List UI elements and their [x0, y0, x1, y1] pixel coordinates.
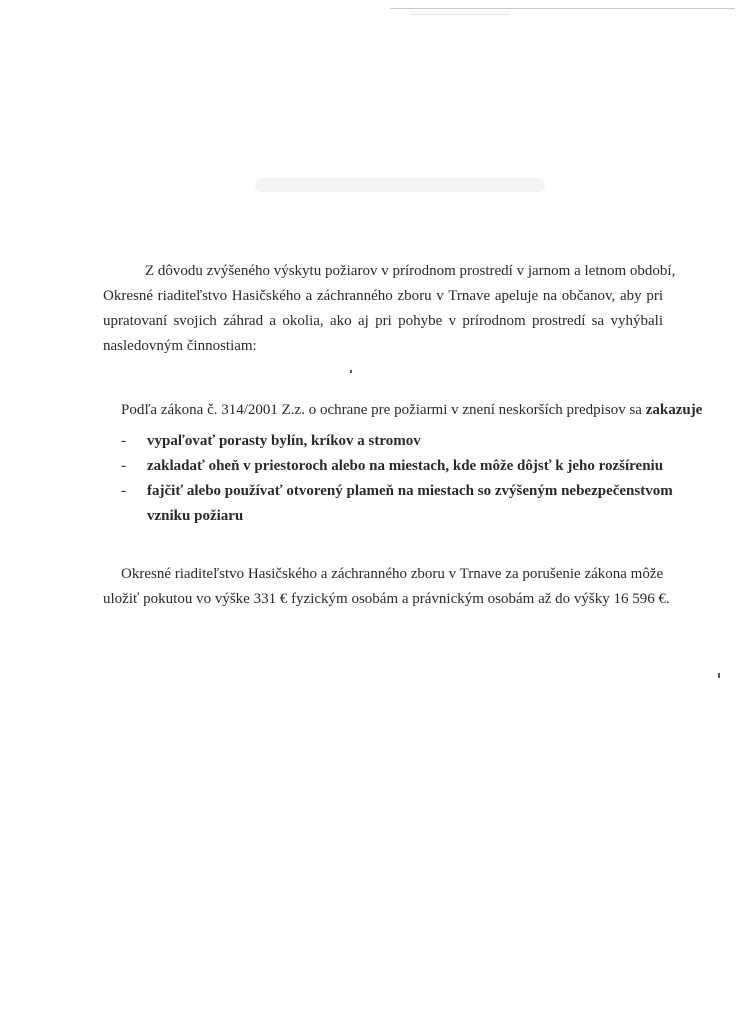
law-reference-text: Podľa zákona č. 314/2001 Z.z. o ochrane pre požiarmi v znení neskorších predpisov sa — [121, 402, 642, 418]
scan-artifact-line-faint — [410, 14, 510, 15]
penalty-paragraph — [103, 562, 670, 612]
list-dash: - — [121, 458, 126, 474]
scan-speck — [718, 673, 720, 678]
scan-speck — [350, 370, 352, 373]
law-emphasis: zakazuje — [645, 402, 703, 418]
list-dash: - — [121, 433, 126, 449]
list-item-text: vypaľovať porasty bylín, kríkov a stromov — [147, 433, 421, 449]
penalty-line: uložiť pokutou vo výške 331 € fyzickým osobám a právnickým osobám až do výšky 16 596 €. — [103, 591, 670, 607]
list-dash: - — [121, 483, 126, 499]
list-item-text-line: fajčiť alebo používať otvorený plameň na miestach so zvýšeným nebezpečenstvom — [147, 483, 673, 499]
scan-artifact-line — [390, 8, 735, 9]
intro-paragraph — [103, 259, 676, 359]
list-item-text — [147, 479, 673, 529]
law-reference — [121, 398, 703, 423]
intro-line: Okresné riaditeľstvo Hasičského a záchranného zboru v Trnave apeluje na občanov, aby pri — [103, 288, 663, 304]
intro-line: upratovaní svojich záhrad a okolia, ako aj pri pohybe v prírodnom prostredí sa vyhýbali — [103, 313, 663, 329]
intro-line: Z dôvodu zvýšeného výskytu požiarov v prírodnom prostredí v jarnom a letnom období, — [145, 263, 676, 279]
intro-line: nasledovným činnostiam: — [103, 338, 257, 354]
list-item — [121, 429, 666, 454]
prohibited-activities-list — [121, 429, 673, 529]
list-item-text: zakladať oheň v priestoroch alebo na miestach, kde môže dôjsť k jeho rozšíreniu — [147, 458, 664, 474]
list-item — [121, 479, 673, 529]
faded-header-smudge — [255, 178, 545, 192]
penalty-line: Okresné riaditeľstvo Hasičského a záchranného zboru v Trnave za porušenie zákona môže — [121, 566, 664, 582]
list-item — [121, 454, 666, 479]
list-item-text-line: vzniku požiaru — [147, 508, 244, 524]
